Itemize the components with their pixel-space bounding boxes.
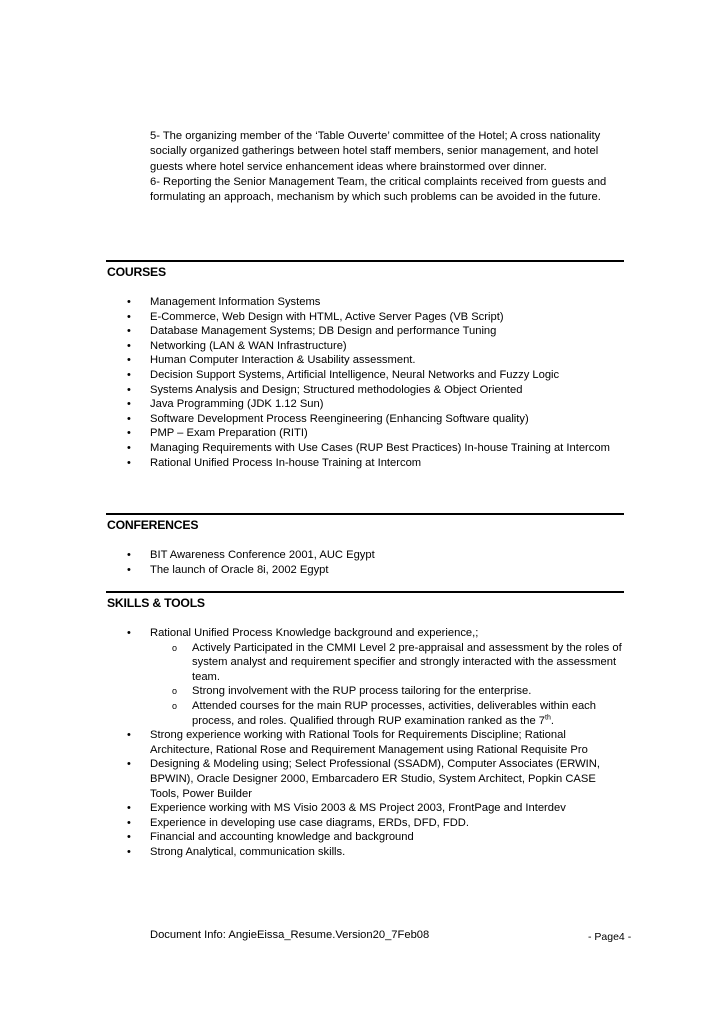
list-item: • Database Management Systems; DB Design and performance Tuning	[107, 324, 627, 339]
section-divider	[106, 591, 624, 593]
list-item: • E-Commerce, Web Design with HTML, Active Server Pages (VB Script)	[107, 310, 627, 325]
skills-list	[107, 626, 627, 860]
list-item: • Designing & Modeling using; Select Professional (SSADM), Computer Associates (ERWIN, BPWIN), Oracle Designer 2000, Embarcadero ER Studio, System Architect, Popkin CASE Tools, Power Builder	[107, 757, 627, 801]
sub-list-item: o Actively Participated in the CMMI Level 2 pre-appraisal and assessment by the roles of system analyst and requirement specifier and strongly interacted with the assessment team.	[150, 641, 627, 685]
list-item: • Rational Unified Process In-house Training at Intercom	[107, 456, 627, 471]
intro-paragraphs	[150, 129, 625, 205]
list-item: • BIT Awareness Conference 2001, AUC Egypt	[107, 548, 627, 563]
list-item: • Experience in developing use case diagrams, ERDs, DFD, FDD.	[107, 816, 627, 831]
list-item: • Java Programming (JDK 1.12 Sun)	[107, 397, 627, 412]
sub-list-item	[150, 699, 627, 728]
intro-paragraph-5: 5- The organizing member of the ‘Table Ouverte’ committee of the Hotel; A cross nationality socially organized gatherings between hotel staff members, senior management, and hotel guests where hotel service enhancement ideas where brainstormed over dinner.	[150, 130, 601, 173]
list-item: • Strong Analytical, communication skills.	[107, 845, 627, 860]
section-divider	[106, 260, 624, 262]
rup-sublist	[150, 641, 627, 729]
courses-heading: COURSES	[107, 265, 166, 279]
skills-heading: SKILLS & TOOLS	[107, 596, 205, 610]
rank-end: .	[550, 714, 554, 727]
rank-suffix: th	[545, 713, 551, 721]
document-info: Document Info: AngieEissa_Resume.Version20_7Feb08	[150, 929, 430, 941]
conferences-list	[107, 548, 627, 577]
conferences-heading: CONFERENCES	[107, 518, 199, 532]
list-item: • Software Development Process Reengineering (Enhancing Software quality)	[107, 412, 627, 427]
list-item: • Managing Requirements with Use Cases (RUP Best Practices) In-house Training at Intercom	[107, 441, 627, 456]
list-item: • Management Information Systems	[107, 295, 627, 310]
list-item: • Systems Analysis and Design; Structured methodologies & Object Oriented	[107, 383, 627, 398]
rup-courses-text: Attended courses for the main RUP processes, activities, deliverables within each process, and roles. Qualified through RUP examination ranked as the 7	[192, 699, 596, 727]
list-item: • PMP – Exam Preparation (RITI)	[107, 426, 627, 441]
intro-paragraph-6: 6- Reporting the Senior Management Team, the critical complaints received from guests and formulating an approach, mechanism by which such problems can be avoided in the future.	[150, 175, 607, 204]
list-item: • The launch of Oracle 8i, 2002 Egypt	[107, 563, 627, 578]
list-item	[107, 626, 627, 728]
list-item: • Strong experience working with Rational Tools for Requirements Discipline; Rational Architecture, Rational Rose and Requirement Management using Rational Requisite Pro	[107, 728, 627, 757]
sub-list-item: o Strong involvement with the RUP process tailoring for the enterprise.	[150, 684, 627, 699]
list-item: • Financial and accounting knowledge and background	[107, 830, 627, 845]
list-item: • Networking (LAN & WAN Infrastructure)	[107, 339, 627, 354]
page-number: - Page4 -	[588, 931, 632, 943]
section-divider	[106, 513, 624, 515]
courses-list	[107, 295, 627, 470]
list-item: • Experience working with MS Visio 2003 & MS Project 2003, FrontPage and Interdev	[107, 801, 627, 816]
rup-knowledge-label: Rational Unified Process Knowledge background and experience,;	[150, 627, 479, 639]
list-item: • Human Computer Interaction & Usability assessment.	[107, 353, 627, 368]
list-item: • Decision Support Systems, Artificial Intelligence, Neural Networks and Fuzzy Logic	[107, 368, 627, 383]
